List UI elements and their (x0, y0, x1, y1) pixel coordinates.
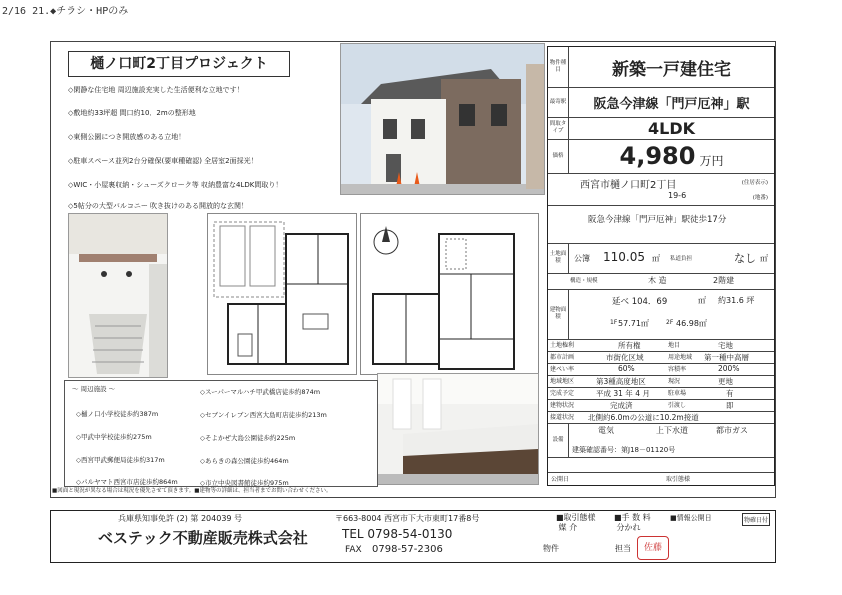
legal-key: 完成予定 (550, 390, 575, 397)
row-utilities (548, 423, 774, 458)
row-structure (548, 273, 774, 290)
checked-date: 物確日付 (742, 513, 770, 526)
legal-key: 現況 (668, 378, 681, 385)
facility-item: ◇あらきの森公園徒歩約464m (200, 457, 289, 465)
price-wrap (569, 139, 774, 173)
setback-value: なし (734, 252, 756, 265)
legal-value: 市街化区域 (606, 353, 644, 362)
company-address: 〒663-8004 西宮市下大市東町17番8号 (335, 514, 480, 523)
legal-value: 第一種中高層 (704, 353, 749, 362)
feature-2: ◇敷地約33坪超 間口約10．2mの整形地 (68, 109, 196, 117)
setback-label: 私道負担 (670, 256, 693, 262)
total-tsubo: 約31.6 坪 (718, 296, 755, 305)
row-traffic (548, 205, 774, 244)
legal-key: 地目 (668, 342, 681, 349)
land-kind: 公簿 (574, 254, 590, 263)
land-area: 110.05 (603, 250, 645, 264)
legal-value: 第3種高度地区 (596, 377, 646, 386)
legal-key: 地域地区 (550, 378, 575, 385)
deal-type: ■取引態様 媒 介 (556, 513, 596, 532)
floor1-label: 1F (610, 319, 618, 326)
label-station: 最寄駅 (548, 87, 569, 117)
property-type: 新築一戸建住宅 (612, 59, 731, 80)
feature-6: ◇5帖分の大型バルコニー 吹き抜けのある開放的な玄関！ (68, 202, 249, 210)
publish-date-label: 公開日 (551, 476, 570, 483)
label-layout: 間取タイプ (548, 117, 569, 139)
company-name: ベステック不動産販売株式会社 (98, 529, 308, 547)
property-info-table (547, 46, 775, 486)
label-property-type: 物件種目 (548, 47, 569, 87)
floor2-label: 2F (666, 319, 674, 326)
legal-key: 用途地域 (668, 354, 693, 361)
feature-4: ◇駐車スペース並列2台分確保(要車種確認) 全居室2面採光！ (68, 157, 258, 165)
row-land-area (548, 243, 774, 274)
company-tel: TEL 0798-54-0130 (342, 527, 453, 541)
floor2-area: 46.98㎡ (676, 319, 707, 328)
facility-item: ◇そよかぜ大島公園徒歩約225m (200, 434, 296, 442)
kitchen-photo (377, 373, 539, 485)
fee-terms: ■手 数 料 分かれ (614, 513, 651, 532)
facility-item: ◇西宮甲武郵便局徒歩約317m (76, 456, 165, 464)
row-publish (548, 472, 774, 486)
exterior-photo (340, 43, 545, 195)
person-label: 担当 (615, 544, 631, 553)
item-label: 物件 (543, 544, 559, 553)
legal-key: 駐車場 (668, 390, 687, 397)
road-access: 北側約6.0mの公道に10.2m接道 (588, 413, 699, 422)
land-unit: ㎡ (652, 254, 660, 263)
legal-value: 有 (726, 389, 734, 398)
license-number: 兵庫県知事免許 (2) 第 204039 号 (118, 514, 243, 523)
address-line2: 19-6 (668, 191, 687, 200)
transaction-label: 取引態様 (666, 476, 691, 483)
row-property-type (548, 47, 774, 88)
row-address (548, 173, 774, 206)
setback-unit: ㎡ (760, 254, 768, 263)
address-line1: 西宮市樋ノ口町2丁目 (580, 180, 677, 191)
feature-1: ◇閑静な住宅地 周辺施設充実した生活便利な立地です！ (68, 86, 244, 94)
feature-5: ◇WIC・小屋裏収納・シューズクローク等 収納豊富な4LDK間取り！ (68, 181, 283, 189)
fax-label: FAX (345, 545, 362, 555)
project-title: 樋ノ口町2丁目プロジェクト (68, 51, 290, 77)
layout-type: 4LDK (647, 118, 695, 138)
row-station (548, 87, 774, 118)
row-price (548, 139, 774, 174)
facility-item: ◇パルヤマト西宮市店徒歩約864m (76, 478, 178, 486)
legal-key: 土地権利 (550, 342, 575, 349)
total-area: 延べ 104．69 (612, 297, 668, 307)
company-fax: 0798-57-2306 (372, 544, 443, 555)
disclaimer-notes: ■図面と現況が異なる場合は現況を優先させて頂きます。■建物等の詳細は、担当者までお問い合わせください。 (52, 488, 332, 494)
utility-gas: 都市ガス (716, 426, 748, 435)
utility-water: 上下水道 (656, 426, 688, 435)
fax-header: 2/16 21.◆チラシ・HPのみ (2, 6, 129, 17)
row-layout (548, 117, 774, 140)
legal-key: 都市計画 (550, 354, 575, 361)
label-building-area: 建物面積 (548, 289, 569, 339)
legal-value: 平成 31 年 4 月 (596, 389, 650, 398)
feature-3: ◇東側公園につき開放感のある立地！ (68, 133, 186, 141)
personal-seal-stamp: 佐藤 (637, 536, 669, 560)
label-land-area: 土地面積 (548, 243, 569, 273)
utility-electric: 電気 (598, 426, 614, 435)
legal-value: 宅地 (718, 341, 733, 350)
facility-item: ◇樋ノ口小学校徒歩約387m (76, 410, 159, 418)
address-note1: (住居表示) (741, 180, 768, 186)
facility-item: ◇市立中央図書館徒歩約975m (200, 479, 289, 487)
interior-stair-photo (68, 213, 168, 378)
legal-key: 建ぺい率 (550, 366, 575, 373)
facility-item: ◇甲武中学校徒歩約275m (76, 433, 152, 441)
legal-value: 60% (618, 364, 635, 373)
floor1-area: 57.71㎡ (618, 319, 649, 328)
label-price: 価格 (548, 139, 569, 173)
legal-value: 更地 (718, 377, 733, 386)
floorplan-1f (207, 213, 357, 375)
nearest-station: 阪急今津線「門戸厄神」駅 (593, 96, 750, 112)
facilities-heading: ～ 周辺施設 ～ (72, 385, 116, 393)
legal-key: 容積率 (668, 366, 687, 373)
total-area-unit: ㎡ (698, 296, 706, 305)
legal-value: 200% (718, 364, 740, 373)
structure-label: 構造・規模 (570, 278, 598, 284)
floors-value: 2階建 (713, 276, 735, 285)
legal-value: 完成済 (610, 401, 633, 410)
legal-key: 引渡し (668, 402, 687, 409)
facility-item: ◇セブンイレブン西宮大島町店徒歩約213m (200, 411, 327, 419)
remarks-value: 建築確認番号：第J18－01120号 (572, 446, 676, 454)
publish-date: ■情報公開日 (670, 514, 712, 522)
floorplan-2f (360, 213, 539, 375)
legal-key: 建物状況 (550, 402, 575, 409)
price-value: 4,980 (619, 142, 696, 170)
legal-value: 即 (726, 401, 734, 410)
traffic-access: 阪急今津線「門戸厄神」駅徒歩17分 (588, 215, 727, 225)
price-unit: 万円 (699, 153, 724, 168)
address-note2: (地番) (752, 195, 768, 201)
facility-item: ◇スーパーマルハチ甲武橋店徒歩約874m (200, 388, 321, 396)
legal-value: 所有権 (618, 341, 641, 350)
label-utilities: 設備 (548, 423, 569, 457)
row-building-area (548, 289, 774, 340)
road-label: 接道状況 (550, 414, 575, 421)
structure-value: 木 造 (648, 276, 667, 285)
